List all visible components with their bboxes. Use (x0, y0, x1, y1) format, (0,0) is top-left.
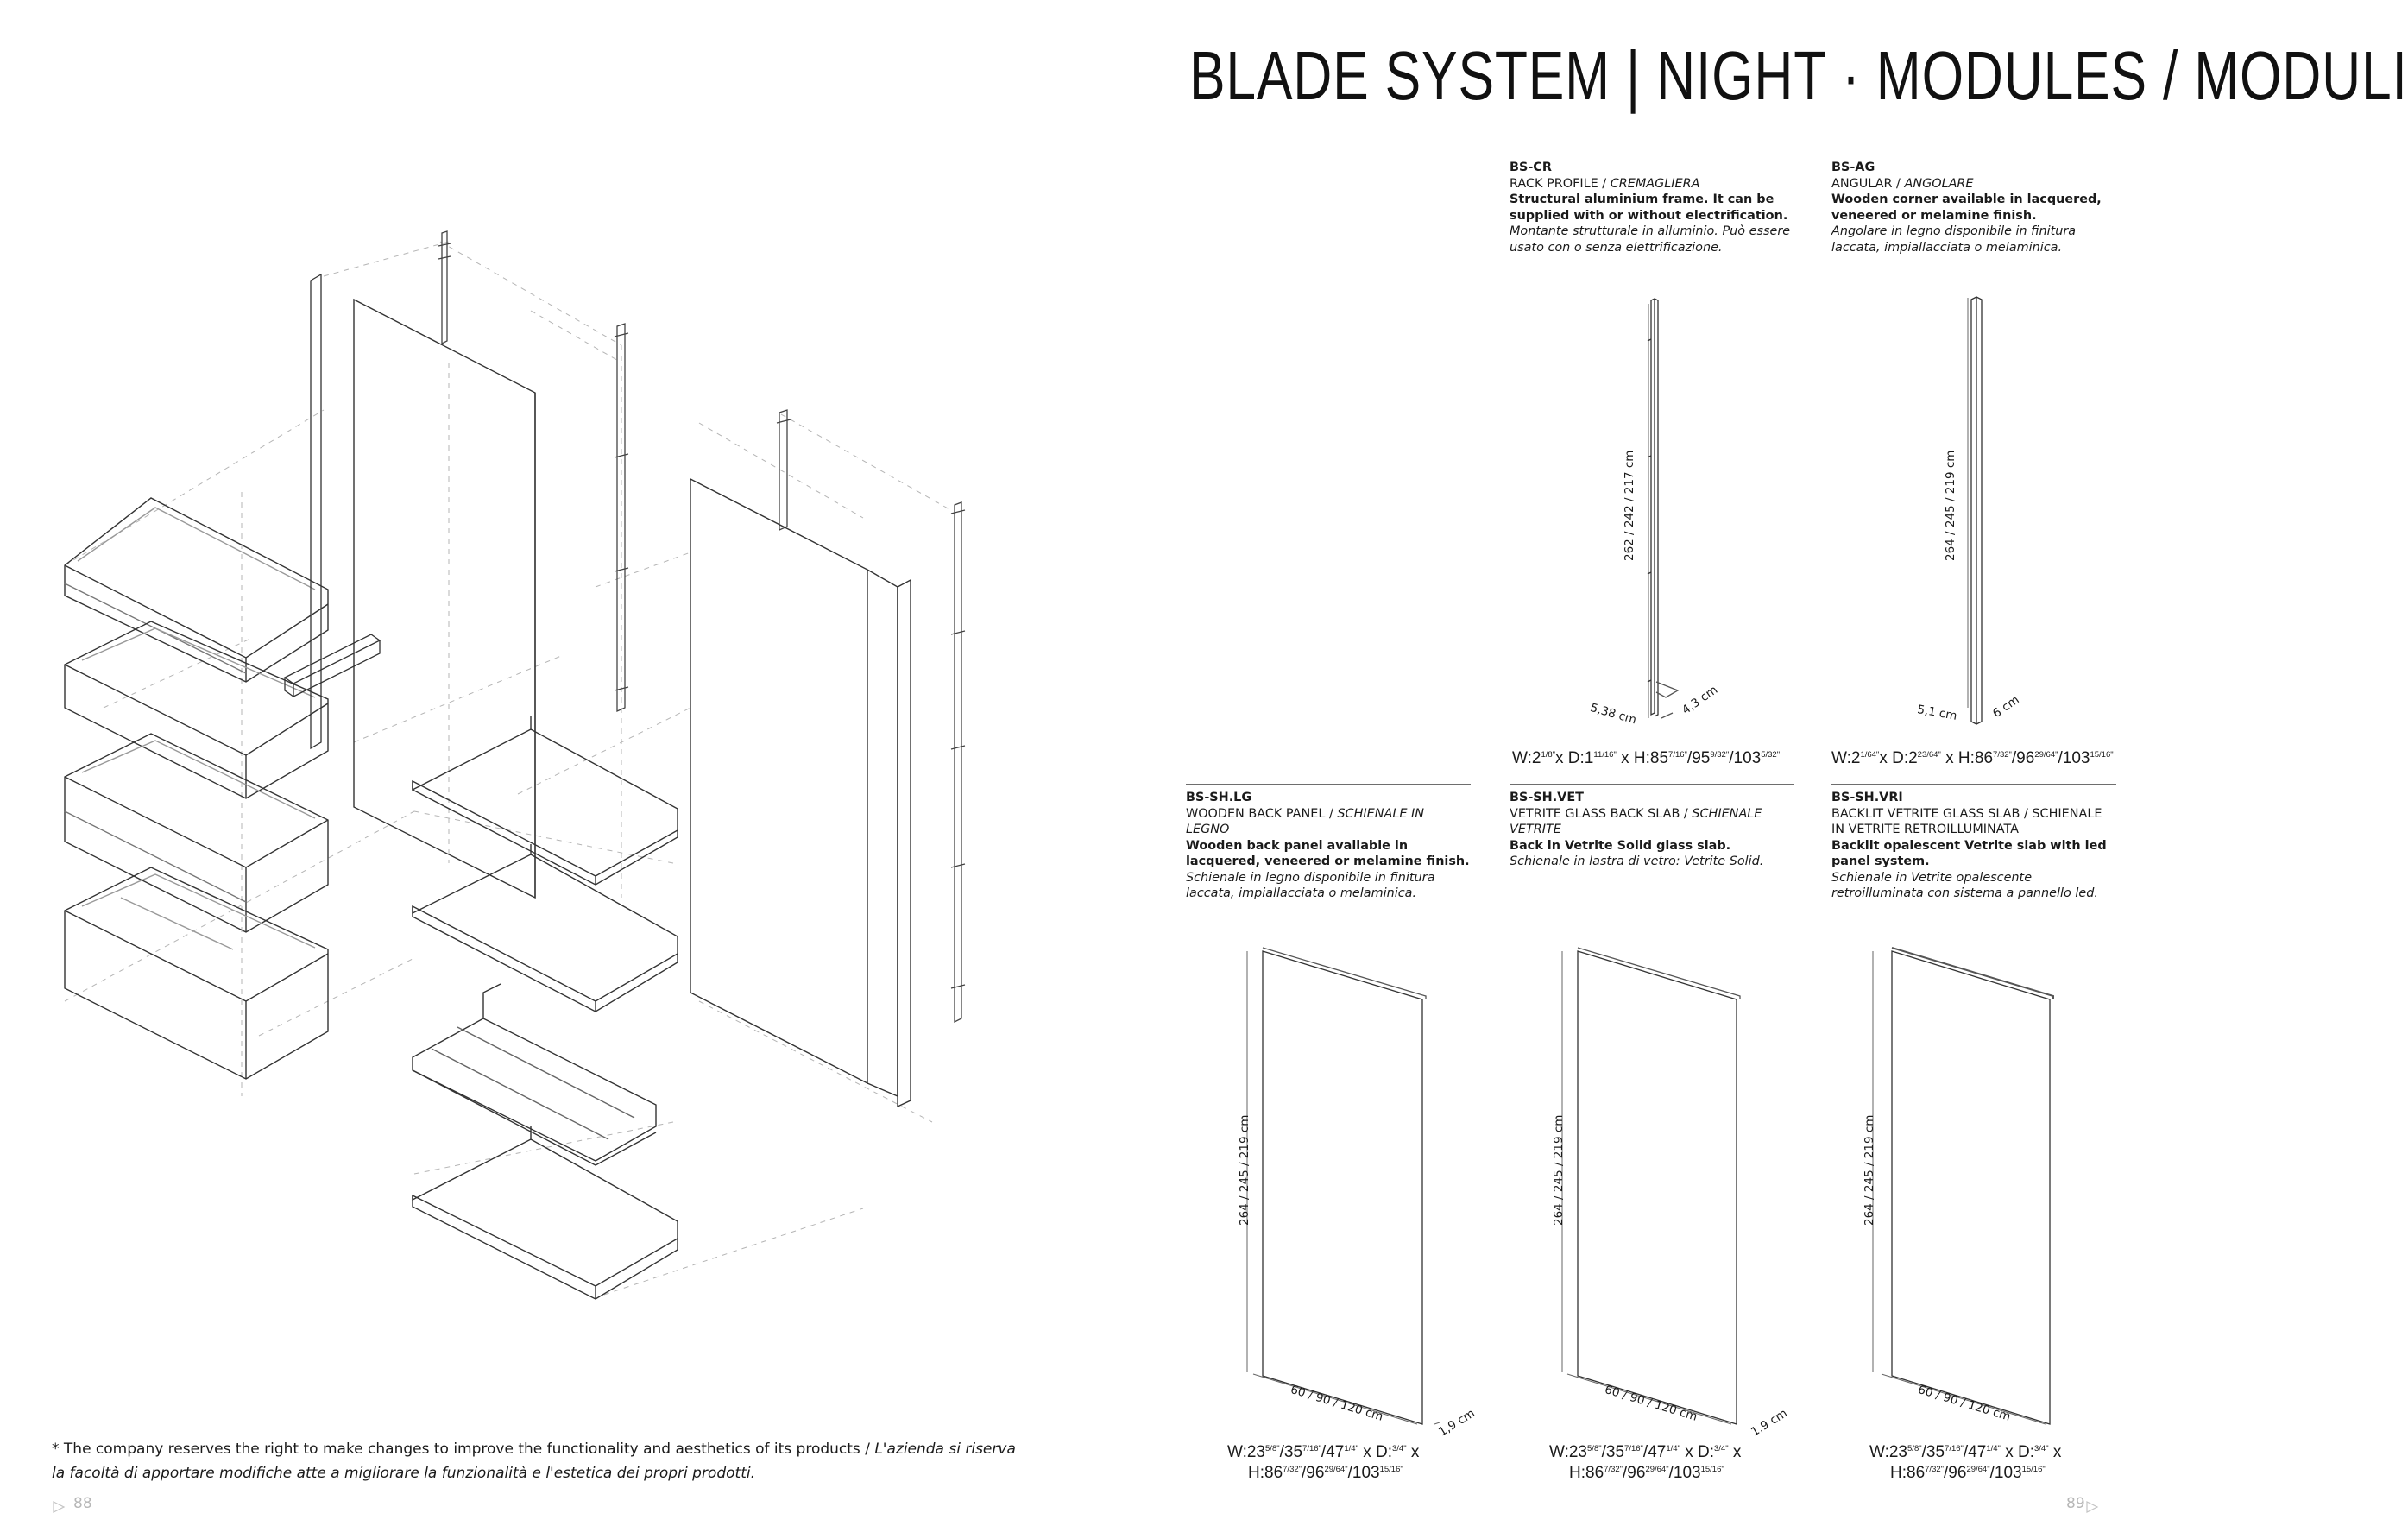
width-label-lg: 60 / 90 / 120 cm (1289, 1383, 1385, 1424)
product-name: RACK PROFILE / CREMAGLIERA (1510, 176, 1700, 191)
dimensions-vet-line2: $H:86^{7/32"}/96^{29/64"}/103^{15/16"}$ (1569, 1464, 1724, 1482)
product-code: BS-SH.VRI (1831, 791, 1903, 804)
product-desc-en: Wooden back panel available in lacquered, veneered or melamine finish. (1186, 838, 1470, 868)
product-desc-en: Wooden corner available in lacquered, veneered or melamine finish. (1831, 192, 2102, 223)
height-label-vet: 264 / 245 / 219 cm (1552, 1114, 1566, 1226)
product-code: BS-AG (1831, 161, 1875, 174)
depth-label-vet: 1,9 cm (1749, 1406, 1790, 1440)
product-desc-it: Schienale in Vetrite opalescente retroilluminata con sistema a pannello led. (1831, 870, 2098, 900)
page-number-left: 88 (73, 1495, 92, 1512)
product-name: VETRITE GLASS BACK SLAB / SCHIENALE VETRITE (1510, 806, 1762, 836)
bs-sh-vet-drawing (1562, 948, 1740, 1424)
dimensions-vet-line1: $W:23^{5/8"}/35^{7/16"}/47^{1/4"}$ x D:$^{3/4"}$ x (1549, 1443, 1742, 1461)
bs-sh-lg-drawing (1247, 948, 1440, 1424)
product-code: BS-SH.LG (1186, 791, 1252, 804)
product-desc-en: Back in Vetrite Solid glass slab. (1510, 838, 1731, 853)
product-desc-it: Angolare in legno disponibile in finitura laccata, impiallacciata o melaminica. (1831, 224, 2077, 255)
dimensions-lg-line1: $W:23^{5/8"}/35^{7/16"}/47^{1/4"}$ x D:$^{3/4"}$ x (1227, 1443, 1420, 1461)
depth-label-ag: 6 cm (1990, 692, 2022, 722)
height-label-vri: 264 / 245 / 219 cm (1863, 1114, 1876, 1226)
bs-ag-drawing (1968, 297, 1982, 724)
product-desc-en: Structural aluminium frame. It can be supplied with or without electrification. (1510, 192, 1788, 223)
width-label-cr: 5,38 cm (1588, 701, 1638, 728)
height-label-cr: 262 / 242 / 217 cm (1623, 450, 1636, 561)
product-code: BS-CR (1510, 161, 1552, 174)
footnote-line2: la facoltà di apportare modifiche atte a migliorare la funzionalità e l'estetica dei propri prodotti. (52, 1465, 756, 1482)
product-desc-en: Backlit opalescent Vetrite slab with led panel system. (1831, 838, 2107, 868)
dimensions-vri-line1: $W:23^{5/8"}/35^{7/16"}/47^{1/4"}$ x D:$^{3/4"}$ x (1869, 1443, 2062, 1461)
dimensions-ag: $W:2^{1/64"}x$ $D:2^{23/64"}$ x $H:86^{7/32"}/96^{29/64"}/103^{15/16"}$ (1831, 749, 2114, 767)
dimensions-cr: $W:2^{1/8"}x$ $D:1^{11/16"}$ x $H:85^{7/16"}/95^{9/32"}/103^{5/32"}$ (1512, 749, 1781, 767)
width-label-ag: 5,1 cm (1916, 703, 1958, 723)
page-title: BLADE SYSTEM | NIGHT · MODULES / MODULI (1189, 37, 2408, 114)
product-desc-it: Schienale in legno disponibile in finitura laccata, impiallacciata o melaminica. (1186, 870, 1435, 900)
dimensions-vri-line2: $H:86^{7/32"}/96^{29/64"}/103^{15/16"}$ (1890, 1464, 2046, 1482)
product-code: BS-SH.VET (1510, 791, 1584, 804)
footnote-line1: * The company reserves the right to make changes to improve the functionality and aesthetics of its products / L'azienda si riserva (52, 1441, 1016, 1458)
height-label-ag: 264 / 245 / 219 cm (1944, 450, 1957, 561)
product-name: WOODEN BACK PANEL / SCHIENALE IN LEGNO (1186, 806, 1425, 836)
product-name: BACKLIT VETRITE GLASS SLAB / SCHIENALE IN VETRITE RETROILLUMINATA (1831, 806, 2102, 836)
height-label-lg: 264 / 245 / 219 cm (1238, 1114, 1251, 1226)
width-label-vri: 60 / 90 / 120 cm (1916, 1383, 2013, 1424)
depth-label-lg: 1,9 cm (1436, 1406, 1478, 1440)
width-label-vet: 60 / 90 / 120 cm (1603, 1383, 1699, 1424)
page-number-right: 89 (2066, 1495, 2085, 1512)
logo-mark-icon (54, 1502, 2097, 1512)
depth-label-cr: 4,3 cm (1680, 683, 1721, 718)
product-name: ANGULAR / ANGOLARE (1831, 176, 1974, 191)
exploded-assembly-drawing (65, 231, 965, 1299)
dimensions-lg-line2: $H:86^{7/32"}/96^{29/64"}/103^{15/16"}$ (1248, 1464, 1403, 1482)
bs-cr-drawing (1648, 299, 1678, 718)
bs-sh-vri-drawing (1873, 948, 2053, 1424)
product-desc-it: Schienale in lastra di vetro: Vetrite Solid. (1510, 854, 1764, 868)
product-desc-it: Montante strutturale in alluminio. Può essere usato con o senza elettrificazione. (1510, 224, 1791, 255)
